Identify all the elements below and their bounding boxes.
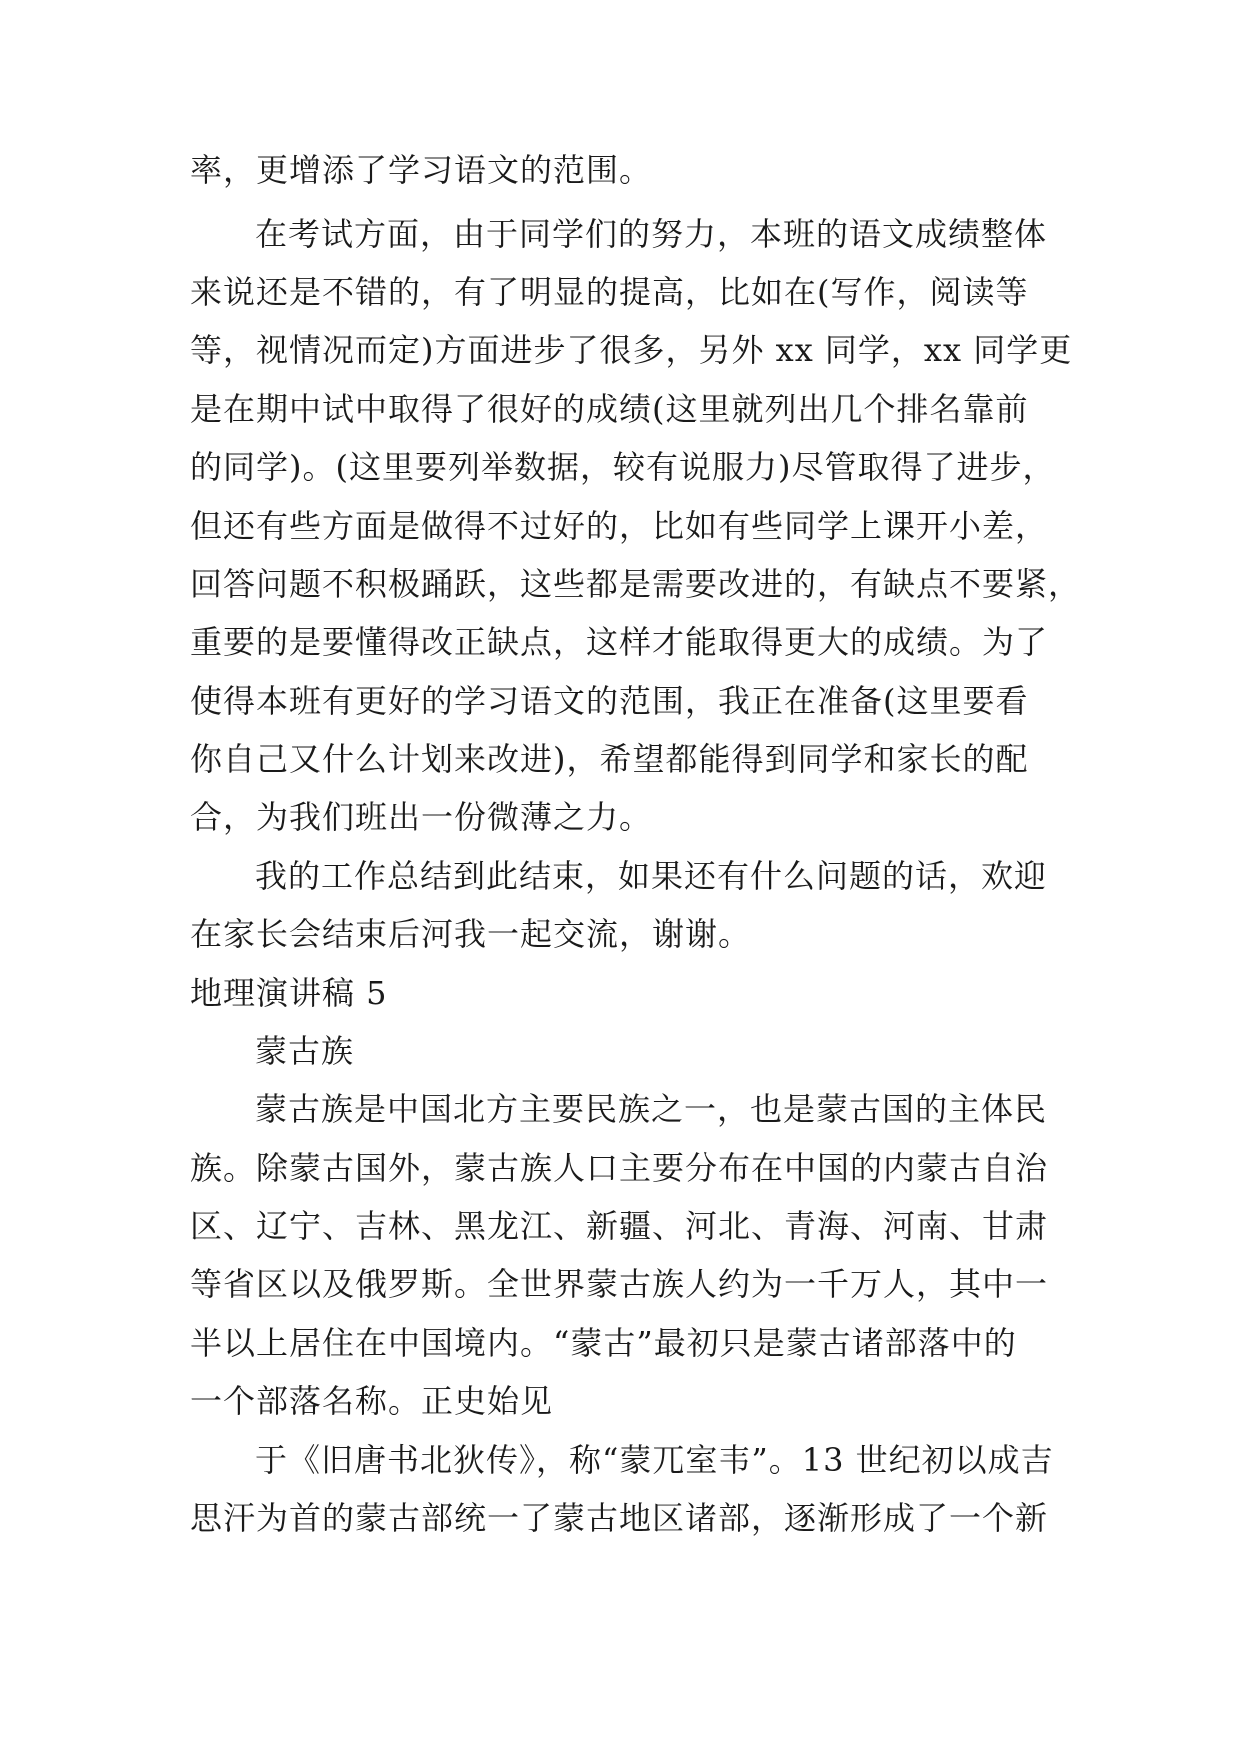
text-line: 于《旧唐书北狄传》，称“蒙兀室韦”。13 世纪初以成吉 (255, 1441, 1054, 1479)
text-line: 的同学)。(这里要列举数据，较有说服力)尽管取得了进步， (190, 448, 1056, 486)
text-line: 重要的是要懂得改正缺点，这样才能取得更大的成绩。为了 (190, 623, 1049, 661)
text-line: 在家长会结束后河我一起交流，谢谢。 (190, 915, 752, 953)
text-line: 我的工作总结到此结束，如果还有什么问题的话，欢迎 (255, 857, 1048, 895)
text-line: 在考试方面，由于同学们的努力，本班的语文成绩整体 (255, 215, 1048, 253)
subheading: 蒙古族 (255, 1032, 355, 1070)
text-line: 但还有些方面是做得不过好的，比如有些同学上课开小差， (190, 507, 1049, 545)
text-line: 区、辽宁、吉林、黑龙江、新疆、河北、青海、河南、甘肃 (190, 1207, 1049, 1245)
text-line: 等省区以及俄罗斯。全世界蒙古族人约为一千万人，其中一 (190, 1265, 1049, 1303)
text-line: 半以上居住在中国境内。“蒙古”最初只是蒙古诸部落中的 (190, 1324, 1017, 1362)
text-line: 合，为我们班出一份微薄之力。 (190, 798, 653, 836)
text-line: 思汗为首的蒙古部统一了蒙古地区诸部，逐渐形成了一个新 (190, 1499, 1049, 1537)
text-line: 使得本班有更好的学习语文的范围，我正在准备(这里要看 (190, 682, 1029, 720)
section-heading: 地理演讲稿 5 (190, 974, 388, 1012)
text-line: 族。除蒙古国外，蒙古族人口主要分布在中国的内蒙古自治 (190, 1149, 1049, 1187)
text-line: 回答问题不积极踊跃，这些都是需要改进的，有缺点不要紧， (190, 565, 1082, 603)
text-line: 来说还是不错的，有了明显的提高，比如在(写作，阅读等 (190, 273, 1029, 311)
text-line: 蒙古族是中国北方主要民族之一，也是蒙古国的主体民 (255, 1090, 1048, 1128)
text-line: 你自己又什么计划来改进)，希望都能得到同学和家长的配 (190, 740, 1029, 778)
text-line: 率，更增添了学习语文的范围。 (190, 151, 653, 189)
text-line: 一个部落名称。正史始见 (190, 1382, 554, 1420)
text-line: 等，视情况而定)方面进步了很多，另外 xx 同学，xx 同学更 (190, 331, 1073, 369)
text-line: 是在期中试中取得了很好的成绩(这里就列出几个排名靠前 (190, 390, 1029, 428)
